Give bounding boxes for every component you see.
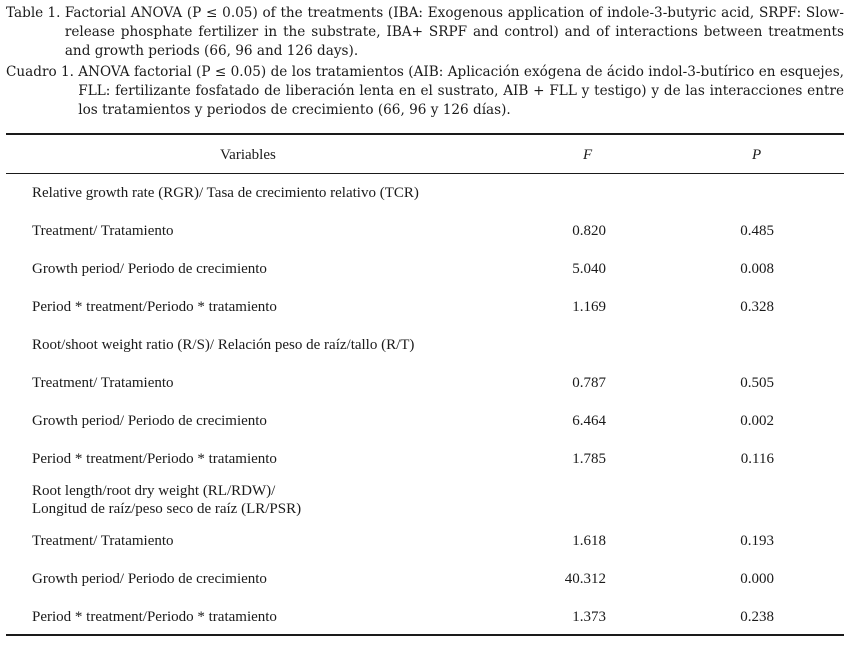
table-caption-spanish <box>6 63 844 120</box>
row-f-value: 0.787 <box>572 375 606 391</box>
row-label: Period * treatment/Periodo * tratamiento <box>32 609 277 625</box>
row-label: Growth period/ Periodo de crecimiento <box>32 261 267 277</box>
row-p-value: 0.485 <box>740 223 774 239</box>
group-title-line2: Longitud de raíz/peso seco de raíz (LR/PSR) <box>32 501 302 517</box>
header-variables: Variables <box>220 147 276 163</box>
header-p: P <box>752 147 762 163</box>
row-p-value: 0.000 <box>740 571 774 587</box>
row-p-value: 0.008 <box>740 261 774 277</box>
row-label: Period * treatment/Periodo * tratamiento <box>32 299 277 315</box>
table-bottom-rule <box>6 634 844 636</box>
row-f-value: 0.820 <box>572 223 606 239</box>
caption-text: ANOVA factorial (P ≤ 0.05) de los tratamientos (AIB: Aplicación exógena de ácido indol-3-butírico en esquejes, FLL: fertilizante fosfatado de liberación lenta en el sustrato, AIB + FLL y testigo) y de las interacciones entre los tratamientos y periodos de crecimiento (66, 96 y 126 días). <box>78 64 844 118</box>
row-f-value: 40.312 <box>564 571 606 587</box>
group-title-line1: Root length/root dry weight (RL/RDW)/ <box>32 483 276 499</box>
table-top-rule <box>6 133 844 135</box>
row-f-value: 1.618 <box>572 533 606 549</box>
group-title: Relative growth rate (RGR)/ Tasa de crecimiento relativo (TCR) <box>32 185 419 201</box>
row-p-value: 0.193 <box>740 533 774 549</box>
row-p-value: 0.238 <box>740 609 774 625</box>
row-label: Period * treatment/Periodo * tratamiento <box>32 451 277 467</box>
header-f: F <box>583 147 593 163</box>
row-label: Treatment/ Tratamiento <box>32 223 174 239</box>
row-f-value: 1.169 <box>572 299 606 315</box>
row-label: Growth period/ Periodo de crecimiento <box>32 413 267 429</box>
table-header-rule <box>6 173 844 174</box>
row-p-value: 0.002 <box>740 413 774 429</box>
table-caption-english <box>6 4 844 61</box>
row-p-value: 0.505 <box>740 375 774 391</box>
row-label: Growth period/ Periodo de crecimiento <box>32 571 267 587</box>
row-label: Treatment/ Tratamiento <box>32 375 174 391</box>
caption-lead: Table 1. <box>6 5 65 21</box>
row-f-value: 5.040 <box>572 261 606 277</box>
row-p-value: 0.328 <box>740 299 774 315</box>
row-f-value: 6.464 <box>572 413 606 429</box>
row-p-value: 0.116 <box>740 451 774 467</box>
caption-text: Factorial ANOVA (P ≤ 0.05) of the treatments (IBA: Exogenous application of indole-3-butyric acid, SRPF: Slow-release phosphate fertilizer in the substrate, IBA+ SRPF and control) and of interactions between treatments and growth periods (66, 96 and 126 days). <box>64 5 844 59</box>
row-f-value: 1.373 <box>572 609 606 625</box>
caption-lead: Cuadro 1. <box>6 64 79 80</box>
row-label: Treatment/ Tratamiento <box>32 533 174 549</box>
group-title: Root/shoot weight ratio (R/S)/ Relación peso de raíz/tallo (R/T) <box>32 337 415 353</box>
row-f-value: 1.785 <box>572 451 606 467</box>
